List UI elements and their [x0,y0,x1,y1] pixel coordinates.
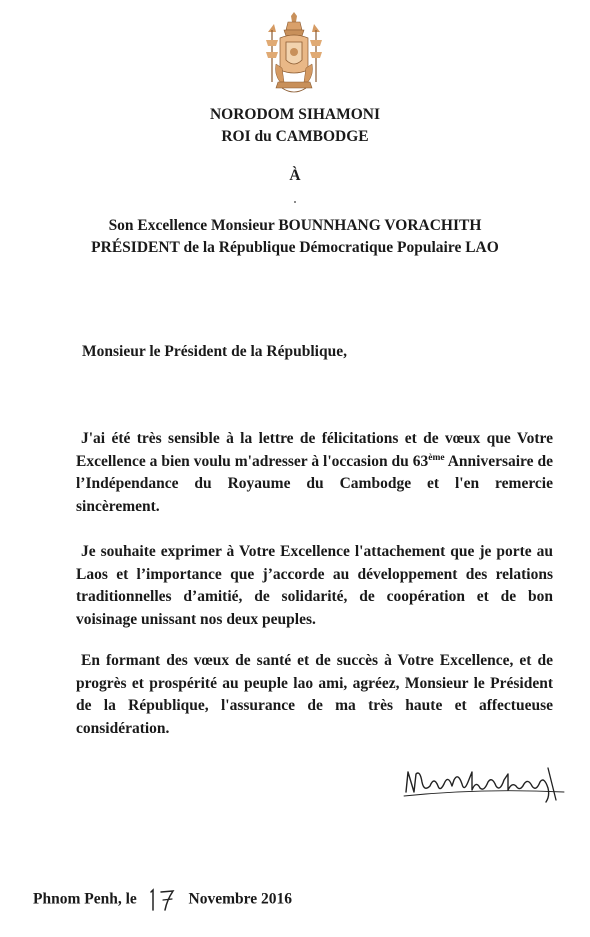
date-place: Phnom Penh, le [33,890,137,908]
addressee-prefix: À [289,167,301,184]
sender-block [0,104,590,148]
handwritten-day-17 [145,888,181,912]
date-month-year: Novembre 2016 [188,890,292,908]
date-day-handwritten [145,888,181,912]
ordinal-suffix: ème [428,452,445,463]
date-line [33,888,292,912]
paragraph-2 [76,541,553,631]
paragraph-2-text: Je souhaite exprimer à Votre Excellence l'attachement que je porte au Laos et l’importance que j’accorde au développement des relations traditionnelles d’amitié, de solidarité, de coopération et de bon voisinage unissant nos deux peuples. [76,543,553,628]
paragraph-1 [76,428,553,518]
paragraph-3 [76,650,553,740]
salutation: Monsieur le Président de la République, [82,343,347,360]
sender-title: ROI du CAMBODGE [221,128,369,145]
royal-coat-of-arms-icon [262,12,326,96]
sender-name: NORODOM SIHAMONI [209,106,381,123]
recipient-line-1: Son Excellence Monsieur BOUNNHANG VORACHITH [108,217,482,234]
recipient-block [0,215,590,259]
handwritten-signature [400,762,570,806]
paragraph-3-text: En formant des vœux de santé et de succès à Votre Excellence, et de progrès et prospérité au peuple lao ami, agréez, Monsieur le Président de la République, l'assurance de ma très haute et affectueuse considération. [76,652,553,737]
paragraph-1-text-b: Anniversaire de l’Indépendance du Royaume du Cambodge et l'en remercie sincèrement. [76,452,553,515]
recipient-line-2: PRÉSIDENT de la République Démocratique Populaire LAO [91,239,499,256]
divider-dot [294,201,296,203]
paragraph-1-text-a: J'ai été très sensible à la lettre de félicitations et de vœux que Votre Excellence a bien voulu m'adresser à l'occasion du 63 [76,430,553,470]
